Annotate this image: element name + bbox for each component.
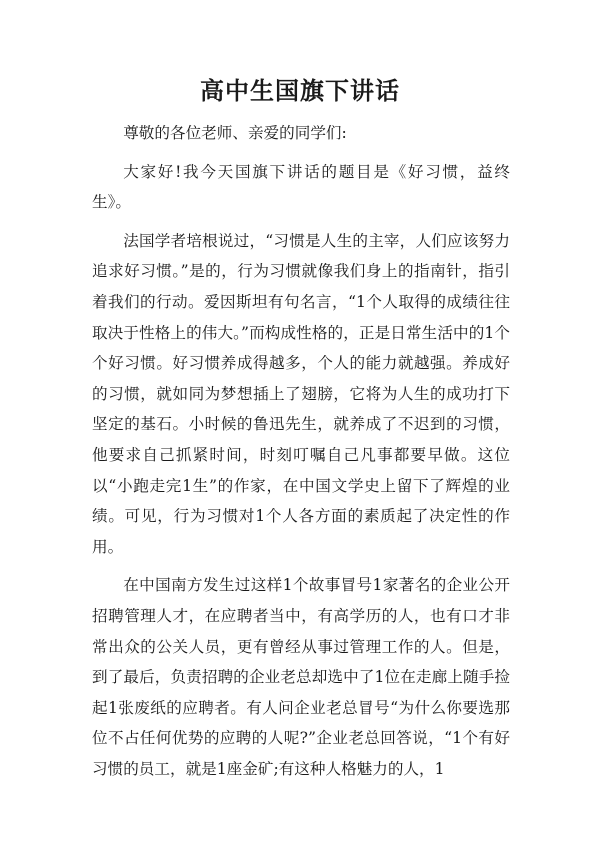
document-title: 高中生国旗下讲话: [200, 76, 400, 105]
paragraph-greeting: 大家好!我今天国旗下讲话的题目是《好习惯，益终生》。: [92, 162, 510, 212]
paragraph-habits-quote: 法国学者培根说过，“习惯是人生的主宰，人们应该努力追求好习惯。”是的，行为习惯就像我们身上的指南针，指引着我们的行动。爱因斯坦有句名言，“1个人取得的成绩往往取决于性格上的伟大。”而构成性格的，正是日常生活中的1个个好习惯。好习惯养成得越多，个人的能力就越强。养成好的习惯，就如同为梦想插上了翅膀，它将为人生的成功打下坚定的基石。小时候的鲁迅先生，就养成了不迟到的习惯，他要求自己抓紧时间，时刻叮嘱自己凡事都要早做。这位以“小跑走完1生”的作家，在中国文学史上留下了辉煌的业绩。可见，行为习惯对1个人各方面的素质起了决定性的作用。: [92, 231, 510, 556]
salutation: 尊敬的各位老师、亲爱的同学们:: [123, 124, 347, 142]
document-body: [92, 118, 510, 784]
paragraph-story: 在中国南方发生过这样1个故事冒号1家著名的企业公开招聘管理人才，在应聘者当中，有高学历的人，也有口才非常出众的公关人员，更有曾经从事过管理工作的人。但是，到了最后，负责招聘的企业老总却选中了1位在走廊上随手捡起1张废纸的应聘者。有人问企业老总冒号“为什么你要选那位不占任何优势的应聘的人呢?”企业老总回答说，“1个有好习惯的员工，就是1座金矿;有这种人格魅力的人，1: [92, 576, 510, 778]
